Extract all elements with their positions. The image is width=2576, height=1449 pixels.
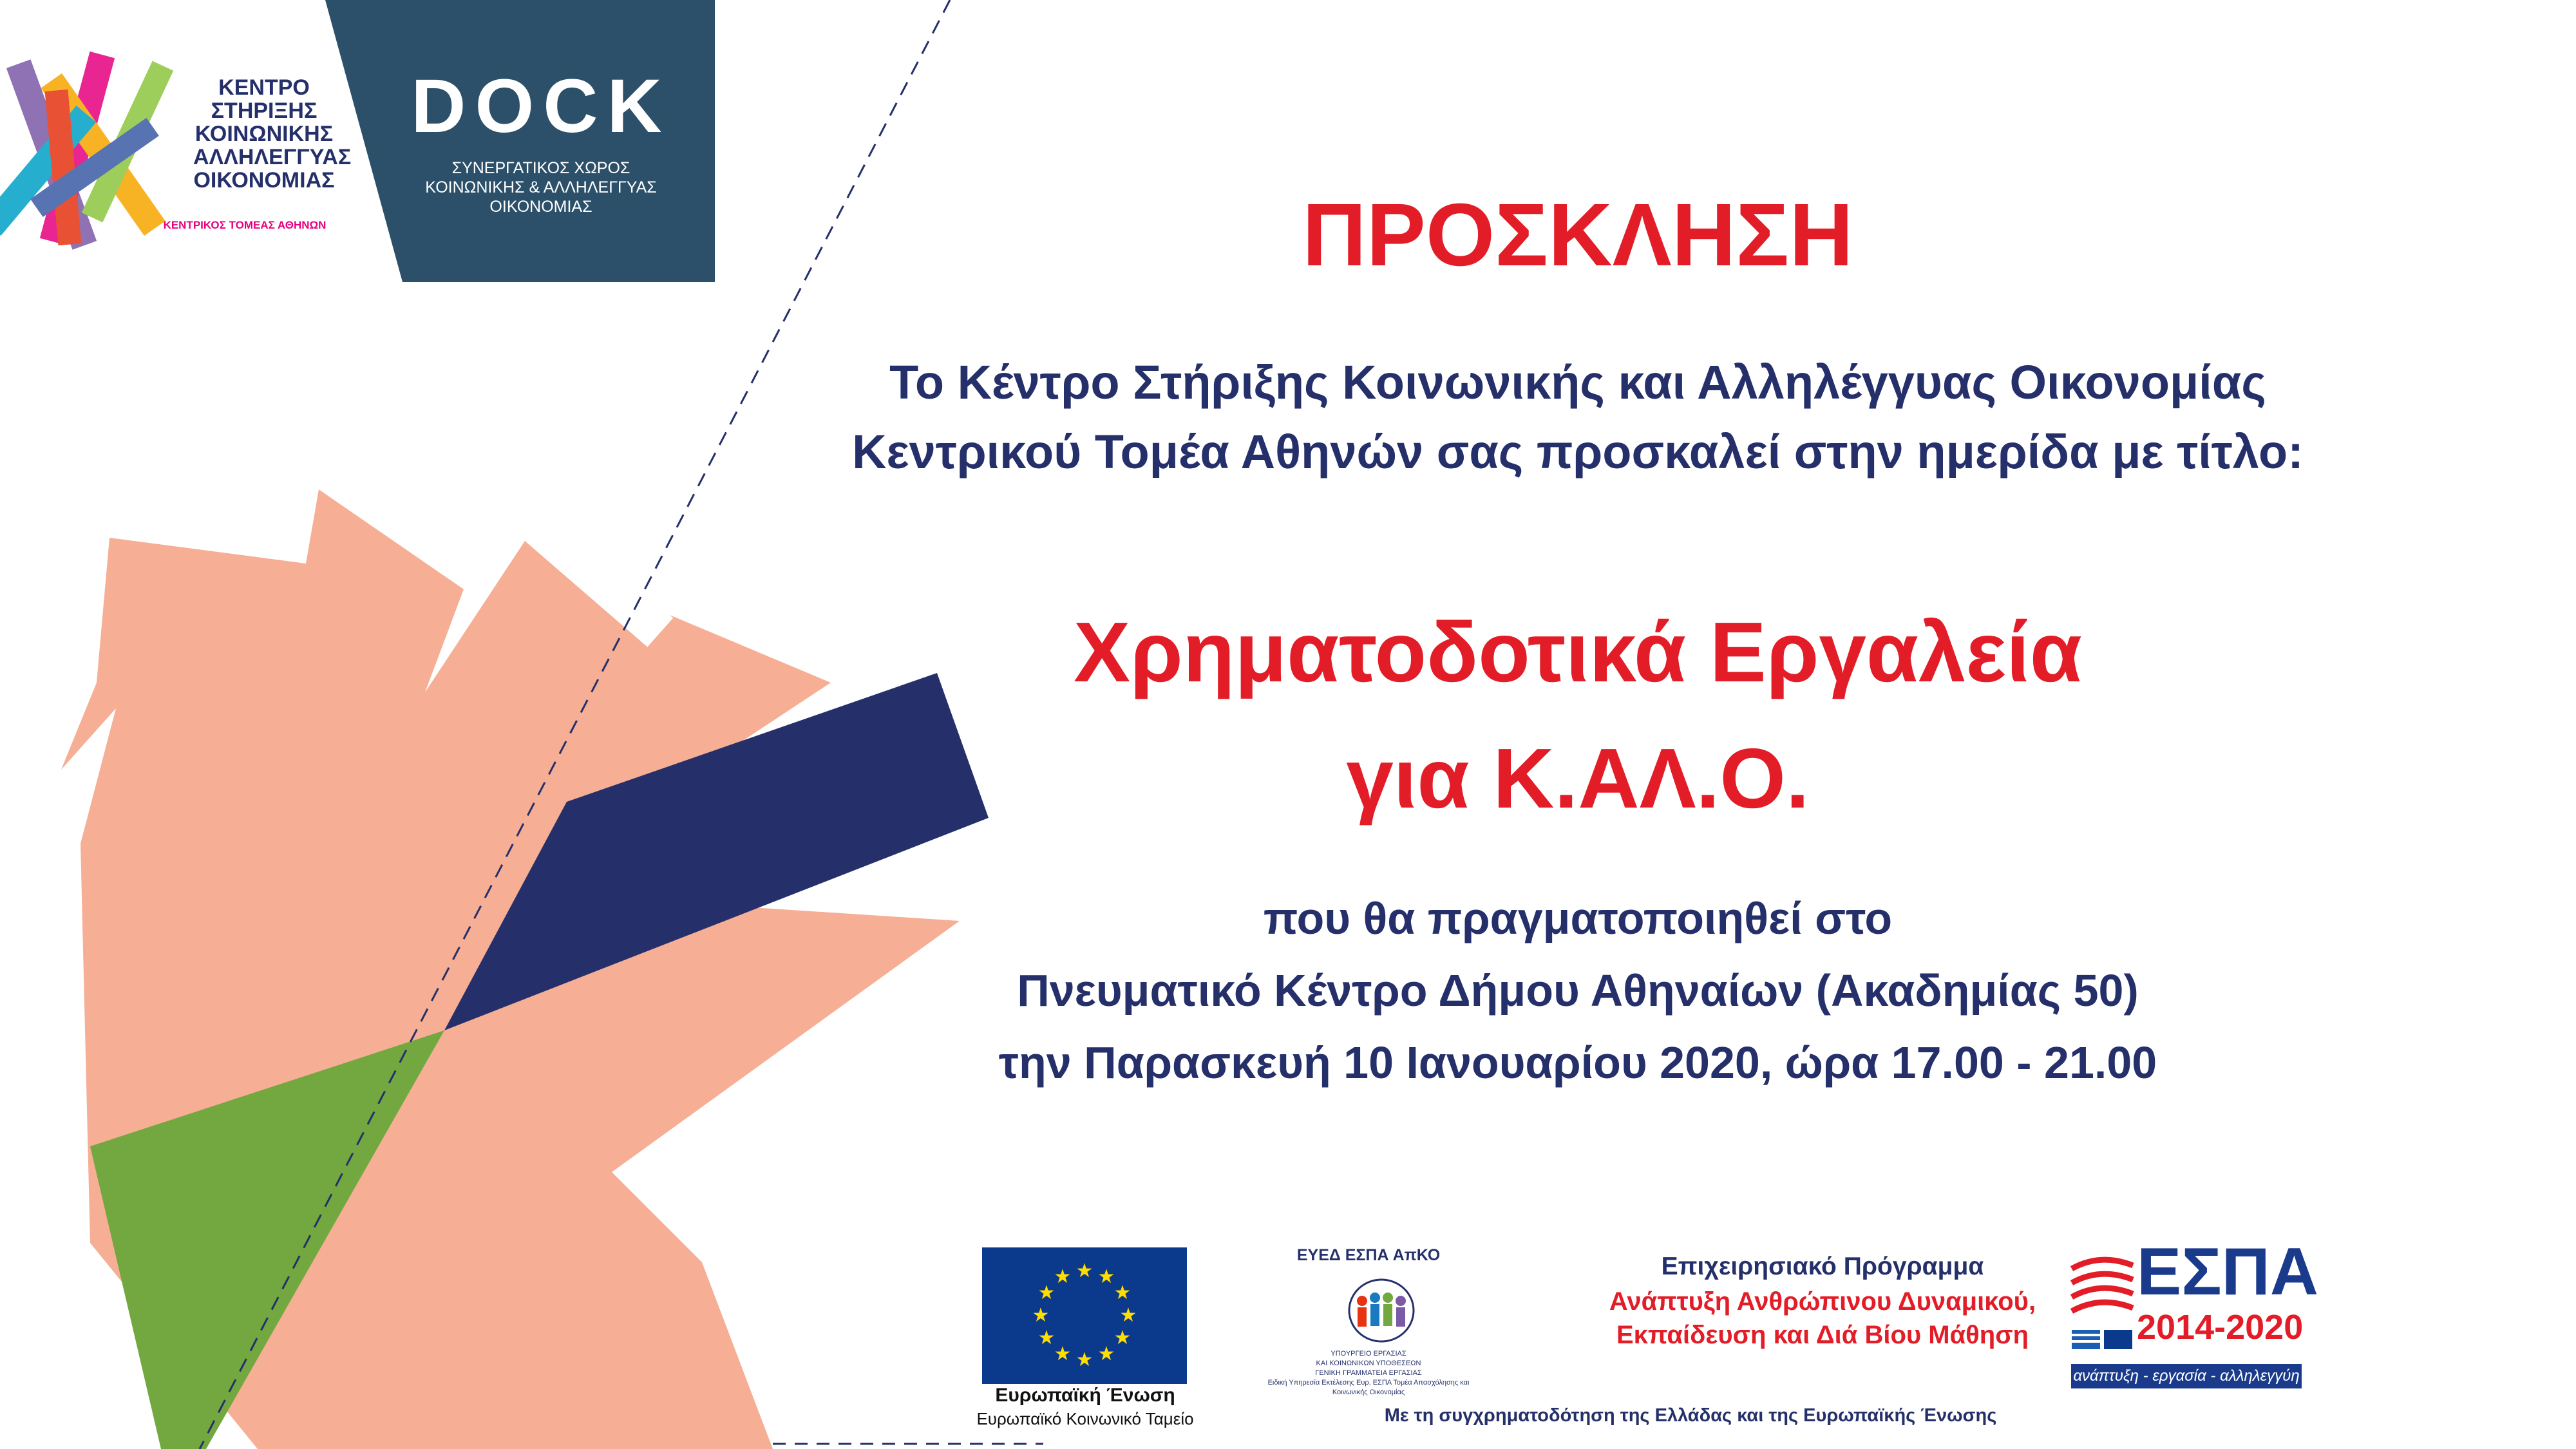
cofunding-note: Με τη συγχρηματοδότηση της Ελλάδας και της Ευρωπαϊκής Ένωσης (1384, 1405, 1997, 1426)
dock-logo: DOCK (411, 64, 671, 149)
svg-text:★: ★ (1054, 1265, 1072, 1288)
intro-line-1: Το Κέντρο Στήριξης Κοινωνικής και Αλληλέγγυας Οικονομίας (889, 355, 2266, 409)
logo-line-5: ΟΙΚΟΝΟΜΙΑΣ (193, 168, 335, 193)
center-logo-text (193, 75, 352, 193)
eu-stars-icon (982, 1247, 1187, 1384)
venue-line-3: την Παρασκευή 10 Ιανουαρίου 2020, ώρα 17.00 - 21.00 (998, 1037, 2157, 1088)
dock-sub-line-2: ΚΟΙΝΩΝΙΚΗΣ & ΑΛΛΗΛΕΓΓΥΑΣ (425, 178, 657, 196)
eu-label: Ευρωπαϊκή Ένωση (995, 1385, 1175, 1406)
programme-label: Επιχειρησιακό Πρόγραμμα (1661, 1253, 1984, 1280)
svg-text:★: ★ (1097, 1265, 1115, 1288)
event-title-line-2: για Κ.ΑΛ.Ο. (1346, 731, 1810, 826)
eyed-mini-line-4: Ειδική Υπηρεσία Εκτέλεσης Ευρ. ΕΣΠΑ Τομέα Απασχόλησης και Κοινωνικής Οικονομίας (1267, 1379, 1470, 1396)
invitation-title: ΠΡΟΣΚΛΗΣΗ (1302, 185, 1853, 285)
eyed-mini-line-2: ΚΑΙ ΚΟΙΝΩΝΙΚΩΝ ΥΠΟΘΕΣΕΩΝ (1316, 1359, 1421, 1367)
svg-text:★: ★ (1037, 1282, 1056, 1304)
dock-subtitle (412, 158, 670, 216)
svg-text:★: ★ (1119, 1304, 1137, 1327)
venue-line-1: που θα πραγματοποιηθεί στο (1263, 893, 1893, 943)
svg-text:★: ★ (1097, 1343, 1115, 1365)
espa-slogan: ανάπτυξη - εργασία - αλληλεγγύη (2071, 1364, 2302, 1388)
svg-text:★: ★ (1075, 1260, 1094, 1282)
programme-name-line-2: Εκπαίδευση και Διά Βίου Μάθηση (1616, 1321, 2029, 1349)
espa-swoosh-icon (2069, 1249, 2139, 1359)
programme-name-line-1: Ανάπτυξη Ανθρώπινου Δυναμικού, (1609, 1287, 2036, 1316)
intro-line-2: Κεντρικού Τομέα Αθηνών σας προσκαλεί στην ημερίδα με τίτλο: (852, 425, 2304, 478)
eyed-mini-line-1: ΥΠΟΥΡΓΕΙΟ ΕΡΓΑΣΙΑΣ (1331, 1350, 1406, 1358)
espa-years: 2014-2020 (2137, 1308, 2304, 1347)
logo-line-4: ΑΛΛΗΛΕΓΓΥΑΣ (193, 145, 352, 169)
programme-name (1501, 1285, 2145, 1352)
logo-line-1: ΚΕΝΤΡΟ (218, 75, 310, 100)
eyed-title: ΕΥΕΔ ΕΣΠΑ ΑπΚΟ (1296, 1246, 1441, 1264)
eu-fund-label: Ευρωπαϊκό Κοινωνικό Ταμείο (976, 1409, 1194, 1428)
dock-sub-line-3: ΟΙΚΟΝΟΜΙΑΣ (489, 198, 592, 216)
logo-line-3: ΚΟΙΝΩΝΙΚΗΣ (194, 122, 334, 146)
svg-text:★: ★ (1054, 1343, 1072, 1365)
eu-flag (982, 1247, 1187, 1384)
logo-subline: ΚΕΝΤΡΙΚΟΣ ΤΟΜΕΑΣ ΑΘΗΝΩΝ (163, 219, 327, 231)
dock-sub-line-1: ΣΥΝΕΡΓΑΤΙΚΟΣ ΧΩΡΟΣ (451, 159, 630, 177)
venue-details (837, 882, 2318, 1099)
eyed-ministry-text (1256, 1349, 1481, 1397)
svg-text:★: ★ (1075, 1349, 1094, 1371)
logo-line-2: ΣΤΗΡΙΞΗΣ (211, 99, 317, 123)
svg-text:★: ★ (1113, 1327, 1132, 1349)
espa-logo-word: ΕΣΠΑ (2137, 1235, 2318, 1309)
svg-text:★: ★ (1032, 1304, 1050, 1327)
event-title (837, 589, 2318, 842)
venue-line-2: Πνευματικό Κέντρο Δήμου Αθηναίων (Ακαδημίας 50) (1017, 965, 2139, 1016)
event-title-line-1: Χρηματοδοτικά Εργαλεία (1074, 605, 2082, 699)
intro-text (708, 348, 2447, 487)
svg-text:★: ★ (1037, 1327, 1056, 1349)
people-logo-icon (1346, 1272, 1417, 1346)
svg-text:★: ★ (1113, 1282, 1132, 1304)
eyed-mini-line-3: ΓΕΝΙΚΗ ΓΡΑΜΜΑΤΕΙΑ ΕΡΓΑΣΙΑΣ (1315, 1369, 1422, 1377)
